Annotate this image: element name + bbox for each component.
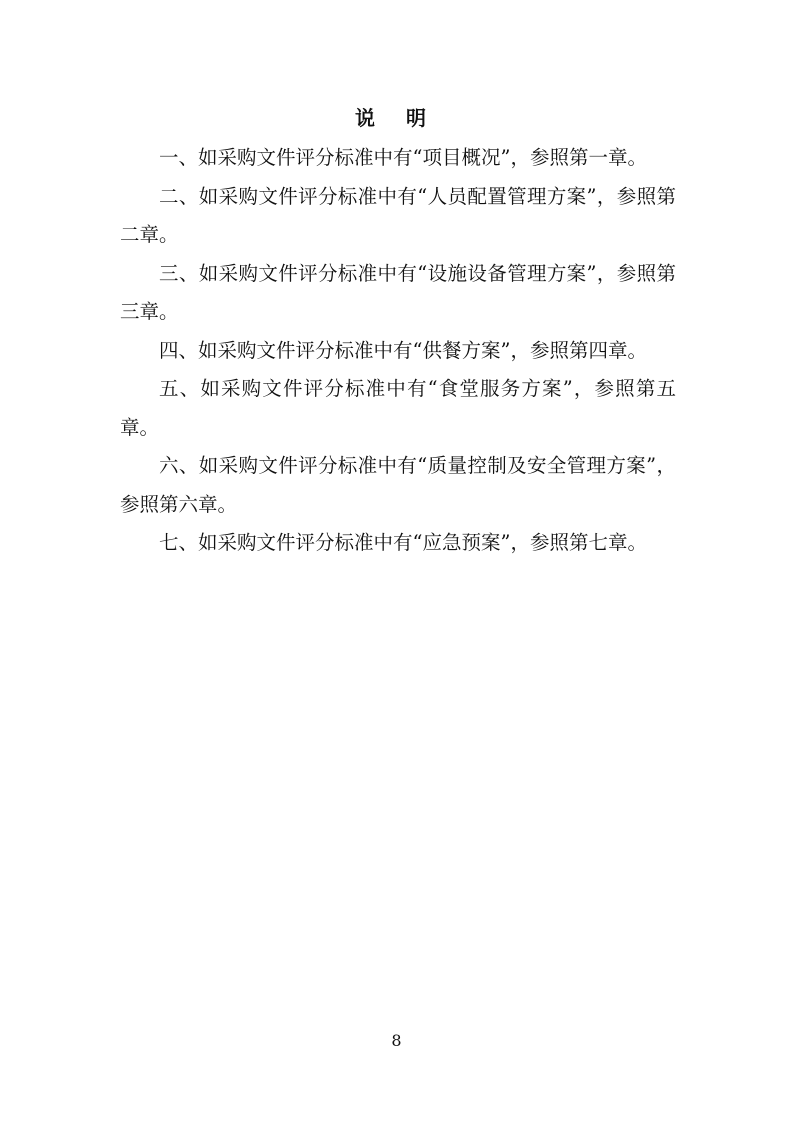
paragraph-chapter-2: 二、如采购文件评分标准中有“人员配置管理方案”，参照第二章。 xyxy=(120,184,676,246)
paragraph-chapter-6: 六、如采购文件评分标准中有“质量控制及安全管理方案”，参照第六章。 xyxy=(120,454,676,516)
paragraph-chapter-5: 五、如采购文件评分标准中有“食堂服务方案”，参照第五章。 xyxy=(120,377,676,439)
paragraph-chapter-7: 七、如采购文件评分标准中有“应急预案”，参照第七章。 xyxy=(159,531,647,554)
page-title: 说 明 xyxy=(355,106,438,130)
paragraph-chapter-3: 三、如采购文件评分标准中有“设施设备管理方案”，参照第三章。 xyxy=(120,261,676,323)
page-number: 8 xyxy=(391,1031,402,1050)
document-body xyxy=(120,139,676,563)
paragraph-chapter-1: 一、如采购文件评分标准中有“项目概况”，参照第一章。 xyxy=(159,146,647,169)
paragraph-chapter-4: 四、如采购文件评分标准中有“供餐方案”，参照第四章。 xyxy=(159,338,647,362)
